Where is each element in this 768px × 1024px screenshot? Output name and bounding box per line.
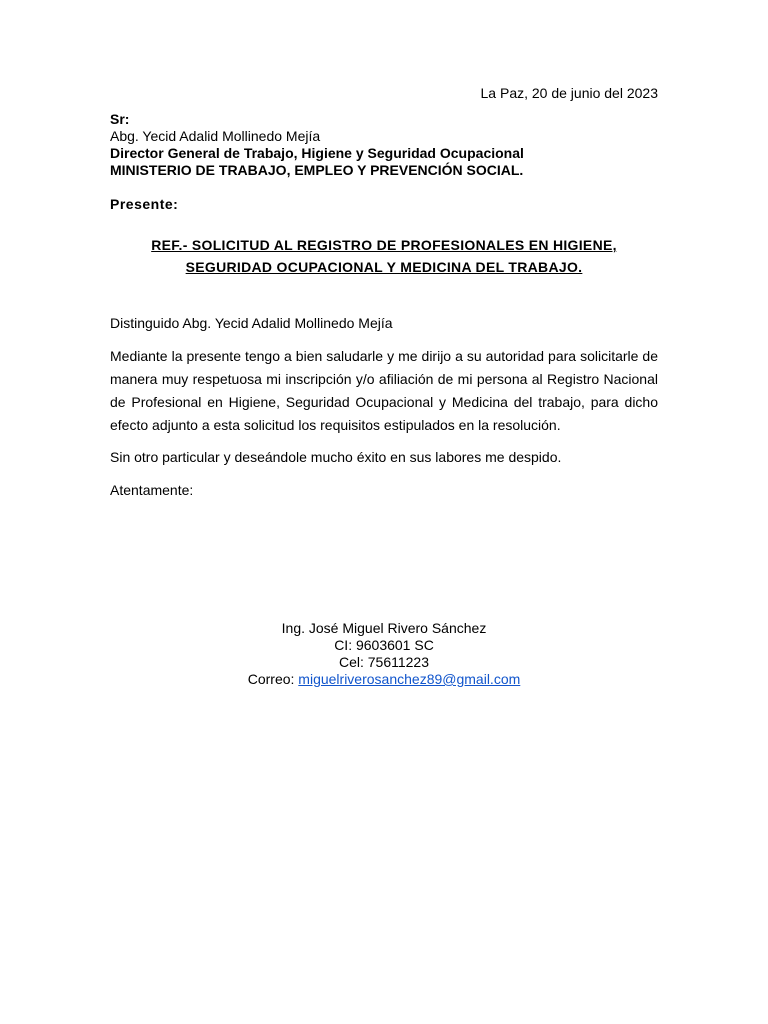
reference-heading [110,235,658,278]
recipient-position: Director General de Trabajo, Higiene y Seguridad Ocupacional [110,145,524,161]
signature-ci: CI: 9603601 SC [334,637,434,653]
signature-name: Ing. José Miguel Rivero Sánchez [281,620,487,636]
atentamente-label: Atentamente: [110,482,194,498]
presente-label: Presente: [110,196,179,212]
signature-block [0,620,768,688]
signature-email-line [0,671,768,688]
signature-cel: Cel: 75611223 [338,654,430,670]
closing-paragraph: Sin otro particular y deseándole mucho éxito en sus labores me despido. [110,449,562,465]
recipient-block [110,111,524,179]
email-label: Correo: [247,671,295,687]
recipient-name: Abg. Yecid Adalid Mollinedo Mejía [110,128,321,144]
reference-line-2: SEGURIDAD OCUPACIONAL Y MEDICINA DEL TRABAJO. [185,258,583,275]
recipient-ministry: MINISTERIO DE TRABAJO, EMPLEO Y PREVENCIÓN SOCIAL. [110,162,524,178]
email-link[interactable]: miguelriverosanchez89@gmail.com [298,671,521,687]
greeting: Distinguido Abg. Yecid Adalid Mollinedo Mejía [110,315,393,331]
reference-line-1: REF.- SOLICITUD AL REGISTRO DE PROFESIONALES EN HIGIENE, [151,237,617,253]
body-paragraph: Mediante la presente tengo a bien saludarle y me dirijo a su autoridad para solicitarle de manera muy respetuosa mi inscripción y/o afiliación de mi persona al Registro Nacional de Profesional en Higiene, Seguridad Ocupacional y Medicina del trabajo, para dicho efecto adjunto a esta solicitud los requisitos estipulados en la resolución. [110,348,658,433]
recipient-salutation: Sr: [110,111,130,127]
letter-date: La Paz, 20 de junio del 2023 [480,85,658,101]
